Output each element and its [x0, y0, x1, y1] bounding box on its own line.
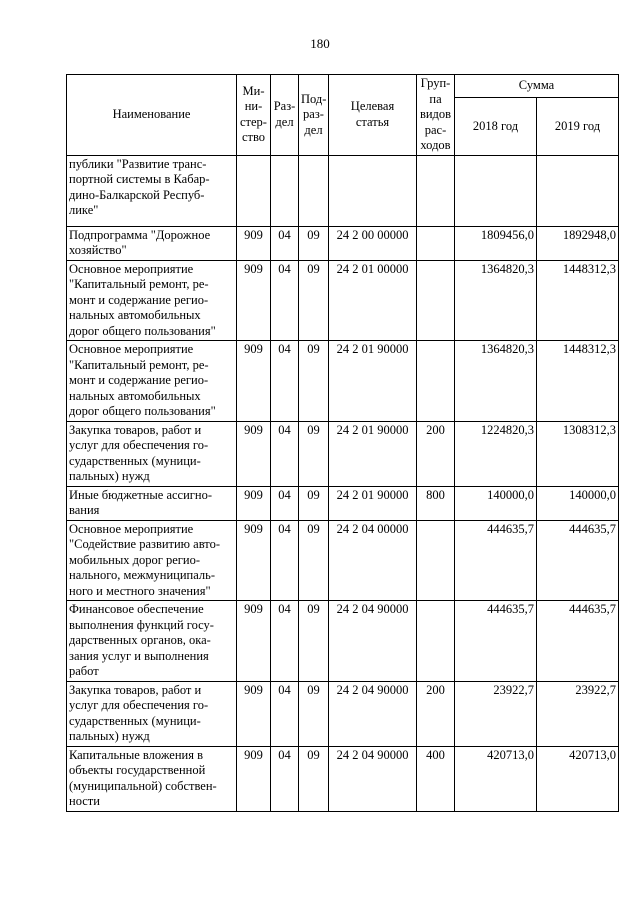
row-name: Закупка товаров, работ и услуг для обеспечения го- сударственных (муници- пальных) нужд [67, 421, 237, 486]
header-year-2019: 2019 год [537, 98, 619, 155]
table-row [67, 341, 619, 422]
sum-2019: 1308312,3 [537, 421, 619, 486]
header-target-article: Целевая статья [329, 75, 417, 156]
section-code: 04 [271, 226, 299, 260]
target-article: 24 2 04 90000 [329, 601, 417, 682]
subsection-code: 09 [299, 601, 329, 682]
continuation-row [67, 155, 619, 226]
row-name: Подпрограмма "Дорожное хозяйство" [67, 226, 237, 260]
section-code: 04 [271, 486, 299, 520]
subsection-code: 09 [299, 681, 329, 746]
ministry-code: 909 [237, 486, 271, 520]
row-name: публики "Развитие транс- портной системы в Кабар- дино-Балкарской Респуб- лике" [67, 155, 237, 226]
section-code: 04 [271, 520, 299, 601]
target-article: 24 2 01 90000 [329, 486, 417, 520]
ministry-code: 909 [237, 421, 271, 486]
row-name: Иные бюджетные ассигно- вания [67, 486, 237, 520]
sum-2018: 23922,7 [455, 681, 537, 746]
target-article: 24 2 04 90000 [329, 746, 417, 811]
ministry-code: 909 [237, 520, 271, 601]
ministry-code: 909 [237, 601, 271, 682]
sum-2018: 444635,7 [455, 520, 537, 601]
target-article: 24 2 01 90000 [329, 421, 417, 486]
subsection-code: 09 [299, 746, 329, 811]
expense-group: 200 [417, 421, 455, 486]
sum-2019: 1448312,3 [537, 341, 619, 422]
row-name: Закупка товаров, работ и услуг для обеспечения го- сударственных (муници- пальных) нужд [67, 681, 237, 746]
target-article: 24 2 01 90000 [329, 341, 417, 422]
sum-2019: 444635,7 [537, 601, 619, 682]
table-row [67, 421, 619, 486]
ministry-code: 909 [237, 260, 271, 341]
subsection-code: 09 [299, 260, 329, 341]
subsection-code: 09 [299, 486, 329, 520]
table-row [67, 260, 619, 341]
table-row [67, 520, 619, 601]
ministry-code: 909 [237, 341, 271, 422]
sum-2019: 23922,7 [537, 681, 619, 746]
row-name: Основное мероприятие "Капитальный ремонт, ре- монт и содержание регио- нальных автомобильных дорог общего пользования" [67, 341, 237, 422]
header-ministry: Ми- ни- стер- ство [237, 75, 271, 156]
table-row [67, 746, 619, 811]
expense-group [417, 520, 455, 601]
ministry-code: 909 [237, 746, 271, 811]
section-code: 04 [271, 341, 299, 422]
sum-2018: 1224820,3 [455, 421, 537, 486]
sum-2018: 1364820,3 [455, 341, 537, 422]
expense-group: 800 [417, 486, 455, 520]
header-subsection: Под- раз- дел [299, 75, 329, 156]
row-name: Основное мероприятие "Содействие развитию авто- мобильных дорог регио- нального, межмуниципаль- ного и местного значения" [67, 520, 237, 601]
page-number: 180 [310, 36, 330, 51]
header-year-2018: 2018 год [455, 98, 537, 155]
subsection-code: 09 [299, 520, 329, 601]
row-name: Основное мероприятие "Капитальный ремонт, ре- монт и содержание регио- нальных автомобильных дорог общего пользования" [67, 260, 237, 341]
expense-group [417, 226, 455, 260]
header-sum: Сумма [455, 75, 619, 98]
sum-2018: 140000,0 [455, 486, 537, 520]
section-code: 04 [271, 746, 299, 811]
header-section: Раз- дел [271, 75, 299, 156]
sum-2018: 444635,7 [455, 601, 537, 682]
expense-group [417, 260, 455, 341]
expense-group: 400 [417, 746, 455, 811]
sum-2018: 420713,0 [455, 746, 537, 811]
header-expense-group: Груп- па видов рас- ходов [417, 75, 455, 156]
sum-2019: 420713,0 [537, 746, 619, 811]
section-code: 04 [271, 421, 299, 486]
budget-table [66, 74, 619, 812]
sum-2019: 1892948,0 [537, 226, 619, 260]
target-article: 24 2 00 00000 [329, 226, 417, 260]
target-article: 24 2 04 00000 [329, 520, 417, 601]
expense-group: 200 [417, 681, 455, 746]
target-article: 24 2 04 90000 [329, 681, 417, 746]
subsection-code: 09 [299, 226, 329, 260]
subsection-code: 09 [299, 421, 329, 486]
expense-group [417, 601, 455, 682]
table-row [67, 226, 619, 260]
subsection-code: 09 [299, 341, 329, 422]
sum-2018: 1809456,0 [455, 226, 537, 260]
ministry-code: 909 [237, 226, 271, 260]
section-code: 04 [271, 601, 299, 682]
table-row [67, 601, 619, 682]
sum-2019: 1448312,3 [537, 260, 619, 341]
header-name: Наименование [67, 75, 237, 156]
sum-2019: 140000,0 [537, 486, 619, 520]
table-row [67, 486, 619, 520]
sum-2018: 1364820,3 [455, 260, 537, 341]
target-article: 24 2 01 00000 [329, 260, 417, 341]
table-row [67, 681, 619, 746]
section-code: 04 [271, 681, 299, 746]
sum-2019: 444635,7 [537, 520, 619, 601]
row-name: Капитальные вложения в объекты государственной (муниципальной) собствен- ности [67, 746, 237, 811]
section-code: 04 [271, 260, 299, 341]
expense-group [417, 341, 455, 422]
row-name: Финансовое обеспечение выполнения функций госу- дарственных органов, ока- зания услуг и выполнения работ [67, 601, 237, 682]
ministry-code: 909 [237, 681, 271, 746]
